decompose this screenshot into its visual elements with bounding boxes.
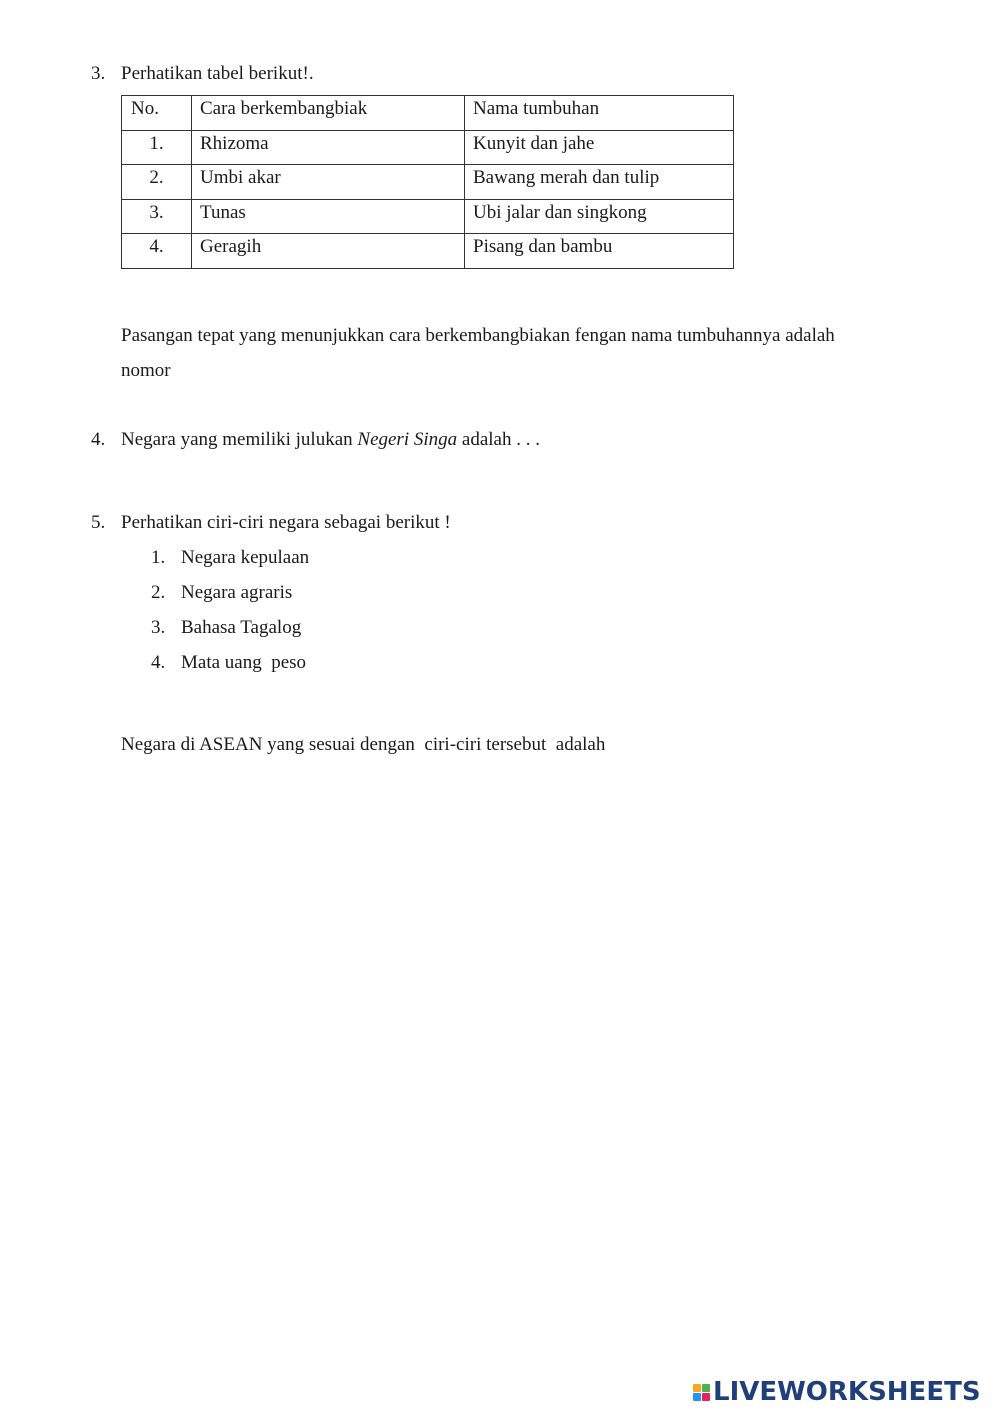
list-item-number: 1.: [151, 547, 166, 568]
table-cell-plant: Kunyit dan jahe: [465, 130, 734, 165]
table-row: [122, 165, 734, 200]
table-cell-method: Geragih: [192, 234, 465, 269]
table-cell-method: Umbi akar: [192, 165, 465, 200]
table-cell-plant: Bawang merah dan tulip: [465, 165, 734, 200]
question-4-number: 4.: [91, 429, 106, 450]
question-3-text-line-1: Pasangan tepat yang menunjukkan cara berkembangbiakan fengan nama tumbuhannya adalah: [121, 325, 835, 346]
table-cell-plant: Ubi jalar dan singkong: [465, 199, 734, 234]
question-5-prompt: Perhatikan ciri-ciri negara sebagai berikut !: [121, 512, 451, 533]
question-5-text: Negara di ASEAN yang sesuai dengan ciri-ciri tersebut adalah: [121, 734, 606, 755]
liveworksheets-logo-text: LIVEWORKSHEETS: [713, 1377, 981, 1407]
list-item: Mata uang peso: [181, 652, 307, 673]
question-4-text-before: Negara yang memiliki julukan: [121, 429, 358, 450]
table-header-no: No.: [122, 96, 192, 131]
question-4-text: [121, 430, 540, 449]
table-cell-no: 1.: [122, 130, 192, 165]
table-cell-plant: Pisang dan bambu: [465, 234, 734, 269]
question-4-text-after: adalah . . .: [457, 429, 540, 450]
table-row: [122, 130, 734, 165]
list-item-number: 2.: [151, 582, 166, 603]
list-item-number: 4.: [151, 652, 166, 673]
table-cell-method: Tunas: [192, 199, 465, 234]
question-3-number: 3.: [91, 63, 106, 84]
logo-square-icon: [693, 1393, 701, 1401]
table-row: [122, 199, 734, 234]
liveworksheets-logo[interactable]: [693, 1376, 981, 1408]
list-item: Negara kepulaan: [181, 547, 310, 568]
logo-square-icon: [693, 1384, 701, 1392]
question-3-text-line-2: nomor: [121, 360, 171, 381]
list-item-number: 3.: [151, 617, 166, 638]
table-cell-no: 4.: [122, 234, 192, 269]
plant-reproduction-table: [121, 95, 734, 269]
list-item: Negara agraris: [181, 582, 293, 603]
liveworksheets-logo-icon: [693, 1384, 710, 1401]
table-header-method: Cara berkembangbiak: [192, 96, 465, 131]
table-cell-no: 3.: [122, 199, 192, 234]
table-header-plant: Nama tumbuhan: [465, 96, 734, 131]
question-5-number: 5.: [91, 512, 106, 533]
table-row: [122, 234, 734, 269]
logo-square-icon: [702, 1384, 710, 1392]
table-cell-method: Rhizoma: [192, 130, 465, 165]
question-3-prompt: Perhatikan tabel berikut!.: [121, 63, 314, 84]
question-4-italic-term: Negeri Singa: [357, 429, 458, 450]
table-header-row: [122, 96, 734, 131]
logo-square-icon: [702, 1393, 710, 1401]
table-cell-no: 2.: [122, 165, 192, 200]
list-item: Bahasa Tagalog: [181, 617, 302, 638]
